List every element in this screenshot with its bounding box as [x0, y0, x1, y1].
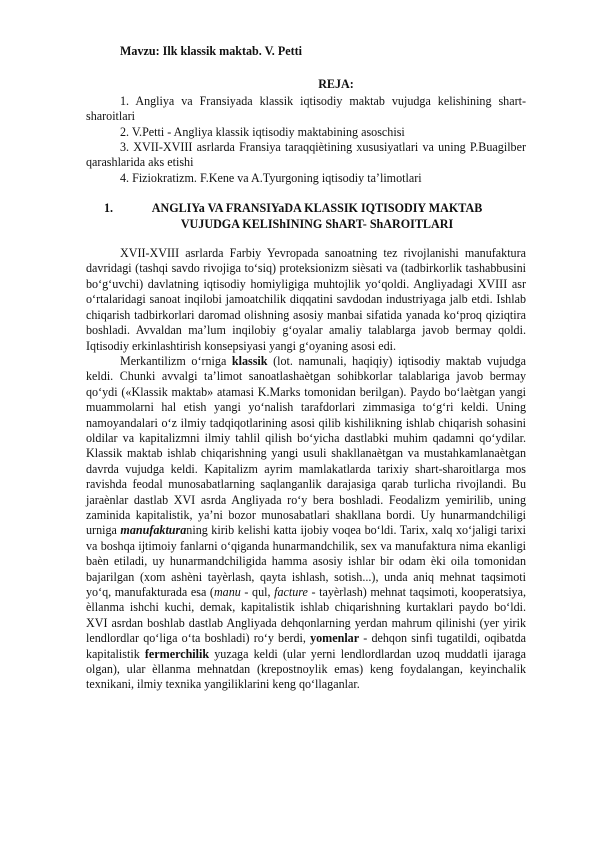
document-topic: Mavzu: Ilk klassik maktab. V. Petti: [120, 44, 302, 58]
paragraph-2-text: ning kirib kelishi katta ijobiy voqea bo‘ldi. Tarix, xalq xo‘jaligi tarixi va boshqa ijtimoiy fanlarni o‘qiganda hunarmandchilik, sex va manufaktura nima ekanligi baèn etiladi, uy hunarmandchiligida hamma asosiy ishlar bir odam èki oila tomonidan bajarilgan (xom ashèni tayèrlash, qayta ishlash, sotish...), unda aniq mehnat taqsimoti yo‘q, manufakturada esa (: [86, 523, 527, 599]
paragraph-1: XVII-XVIII asrlarda Farbiy Yevropada sanoatning tez rivojlanishi manufaktura davridagi (tashqi savdo rivojiga to‘siq) proteksionizm sièsati va (tadbirkorlik tashabbusini bo‘g‘uvchi) davlatning iqtisodiy homiyligiga muhtojlik yo‘qoldi. Angliyadagi XVIII asr o‘rtalaridagi sanoat inqilobi jamoatchilik diqqatini savdodan industriyaga jalb etdi. Ishlab chiqarish tadbirkorlari daromad olishning asosiy manbai sifatida yanada ko‘proq qiziqtira boshladi. Avvaldan ma’lum inqilobiy g‘oyalar amaliy talablarga javob bermay qoldi. Iqtisodiy erkinlashtirish konsepsiyasi yangi g‘oyaning asosi edi.: [86, 246, 526, 353]
paragraph-2-text: - dehqon sinfi tugatildi, oqibatda kapitalistik: [86, 631, 526, 661]
paragraph-2-text: - qul,: [240, 585, 275, 599]
document-page: [86, 44, 526, 693]
plan-item-2: 2. V.Petti - Angliya klassik iqtisodiy maktabining asoschisi: [120, 124, 405, 139]
section-heading-line-2: VUJUDGA KELIShINING ShART- ShAROITLARI: [180, 216, 454, 231]
paragraph-2-text: yuzaga keldi (ular yerni lendlordlardan uzoq muddatli ijaraga olgan), ular èllanma mehnatdan (krepostnoylik emas) keng foydalangan, keyinchalik texnikani, ilmiy texnika yangiliklarini keng qo‘llaganlar.: [86, 646, 526, 692]
paragraph-2-text: (lot. namunali, haqiqiy) iqtisodiy maktab vujudga keldi. Chunki avvalgi ta’limot sanoatlashaètgan sohibkorlar talablariga javob bermay qo‘ydi («Klassik maktab» atamasi K.Marks tomonidan berilgan). Paydo bo‘laètgan yangi muammolarni hal etish yangi yo‘nalish tarafdorlari zimmasiga to‘g‘ri keldi. Uning namoyandalari o‘z ilmiy tadqiqotlarining asosi qilib kishilikning ishlab chiqarish sohasini oldilar va kapitalizmni ilmiy tahlil qilish bo‘yicha dastlabki muhim qadamni qo‘ydilar. Klassik maktab ishlab chiqarishning yangi usuli shakllanaètgan va mustahkamlanaètgan davrda vujudga keldi. Kapitalizm ayrim mamlakatlarda tarixiy shart-sharoitlarga mos ravishda feodal munosabatlarning saqlanganlik darajasiga qarab turlicha rivojlandi. Bu jaraènlar dastlab XVI asrda Angliyada ro‘y bera boshladi. Feodalizm yemirilib, uning zaminida kapitalistik, ya’ni bozor munosabatlari shakllana bordi. Uy hunarmandchiligi urniga: [86, 353, 526, 538]
plan-item-3: 3. XVII-XVIII asrlarda Fransiya taraqqiètining xususiyatlari va uning P.Buagilber qarashlarida aks etishi: [86, 140, 526, 170]
term-facture: facture: [274, 585, 308, 599]
paragraph-2: [86, 354, 526, 693]
term-fermerchilik: fermerchilik: [144, 646, 210, 661]
term-manufaktura: manufaktura: [120, 523, 187, 538]
section-heading: [86, 201, 526, 232]
term-manu: manu: [213, 585, 241, 599]
plan-item-1: 1. Angliya va Fransiyada klassik iqtisodiy maktab vujudga kelishining shart-sharoitlari: [86, 93, 526, 124]
section-number: 1.: [104, 201, 114, 216]
plan-item-4: 4. Fiziokratizm. F.Kene va A.Tyurgoning iqtisodiy ta’limotlari: [120, 170, 422, 185]
paragraph-2-text: Merkantilizm o‘rniga: [120, 353, 232, 368]
term-yomenlar: yomenlar: [310, 631, 360, 646]
section-heading-line-1: ANGLIYa VA FRANSIYaDA KLASSIK IQTISODIY MAKTAB: [151, 201, 483, 216]
term-klassik: klassik: [231, 353, 268, 368]
plan-title: REJA:: [318, 77, 354, 92]
paragraph-2-text: - tayèrlash) mehnat taqsimoti, kooperatsiya, èllanma ishchi kuchi, demak, kapitalistik ishlab chiqarishning kurtaklari paydo bo‘ldi. XVI asrdan boshlab dastlab Angliyada dehqonlarning yerdan mahrum qilinishi (yer yirik lendlordlar qo‘liga o‘ta boshladi) ro‘y berdi,: [86, 585, 526, 646]
